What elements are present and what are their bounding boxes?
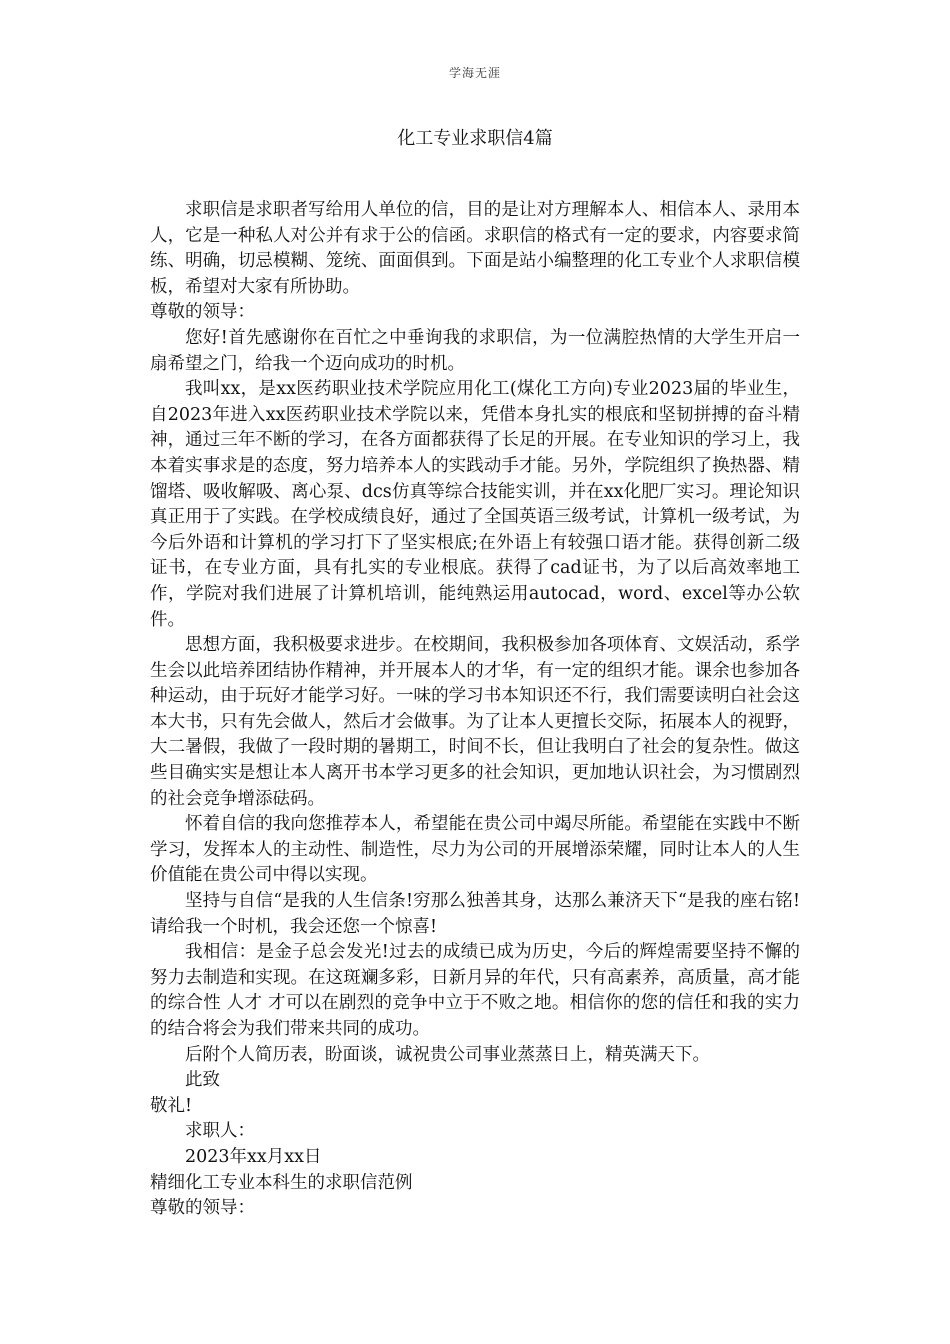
character-paragraph: 思想方面，我积极要求进步。在校期间，我积极参加各项体育、文娱活动，系学生会以此培养团结协作精神，并开展本人的才华，有一定的组织才能。课余也参加各种运动，由于玩好才能学习好。一味的学习书本知识还不行，我们需要读明白社会这本大书，只有先会做人，然后才会做事。为了让本人更擅长交际，拓展本人的视野，大二暑假，我做了一段时期的暑期工，时间不长，但让我明白了社会的复杂性。做这些目确实实是想让本人离开书本学习更多的社会知识，更加地认识社会，为习惯剧烈的社会竞争增添砝码。 (150, 635, 800, 809)
letter-date: 2023年xx月xx日 (185, 1146, 322, 1167)
applicant-label: 求职人： (185, 1121, 255, 1142)
closing-paragraph: 后附个人简历表，盼面谈，诚祝贵公司事业蒸蒸日上，精英满天下。 (185, 1044, 710, 1065)
second-salutation: 尊敬的领导： (150, 1198, 255, 1219)
intro-paragraph: 求职信是求职者写给用人单位的信，目的是让对方理解本人、相信本人、录用本人，它是一种私人对公并有求于公的信函。求职信的格式有一定的要求，内容要求简练、明确，切忌模糊、笼统、面面俱到。下面是站小编整理的化工专业个人求职信模板，希望对大家有所协助。 (150, 200, 800, 297)
motto-paragraph: 坚持与自信“是我的人生信条!穷那么独善其身，达那么兼济天下“是我的座右铭!请给我一个时机，我会还您一个惊喜! (150, 891, 800, 937)
document-body (150, 198, 800, 1222)
regards: 敬礼! (150, 1095, 193, 1116)
education-paragraph: 我叫xx，是xx医药职业技术学院应用化工(煤化工方向)专业2023届的毕业生，自2023年进入xx医药职业技术学院以来，凭借本身扎实的根底和坚韧拼搏的奋斗精神，通过三年不断的学习，在各方面都获得了长足的开展。在专业知识的学习上，我本着实事求是的态度，努力培养本人的实践动手才能。另外，学院组织了换热器、精馏塔、吸收解吸、离心泵、dcs仿真等综合技能实训，并在xx化肥厂实习。理论知识真正用于了实践。在学校成绩良好，通过了全国英语三级考试，计算机一级考试，为今后外语和计算机的学习打下了坚实根底;在外语上有较强口语才能。获得创新二级证书，在专业方面，具有扎实的专业根底。获得了cad证书，为了以后高效率地工作，学院对我们进展了计算机培训，能纯熟运用autocad，word、excel等办公软件。 (150, 379, 800, 630)
salutation: 尊敬的领导： (150, 302, 255, 323)
belief-paragraph: 我相信：是金子总会发光!过去的成绩已成为历史，今后的辉煌需要坚持不懈的努力去制造和实现。在这斑斓多彩，日新月异的年代，只有高素养，高质量，高才能的综合性 人才 才可以在剧烈的竞争中立于不败之地。相信你的您的信任和我的实力的结合将会为我们带来共同的成功。 (150, 942, 800, 1039)
greeting-paragraph: 您好!首先感谢你在百忙之中垂询我的求职信，为一位满腔热情的大学生开启一扇希望之门，给我一个迈向成功的时机。 (150, 327, 800, 374)
section-heading: 精细化工专业本科生的求职信范例 (150, 1172, 413, 1193)
page-header: 学海无涯 (448, 66, 501, 80)
sign-off: 此致 (185, 1070, 220, 1091)
recommendation-paragraph: 怀着自信的我向您推荐本人，希望能在贵公司中竭尽所能。希望能在实践中不断学习，发挥本人的主动性、制造性，尽力为公司的开展增添荣耀，同时让本人的人生价值能在贵公司中得以实现。 (150, 814, 800, 886)
document-title: 化工专业求职信4篇 (397, 128, 553, 149)
